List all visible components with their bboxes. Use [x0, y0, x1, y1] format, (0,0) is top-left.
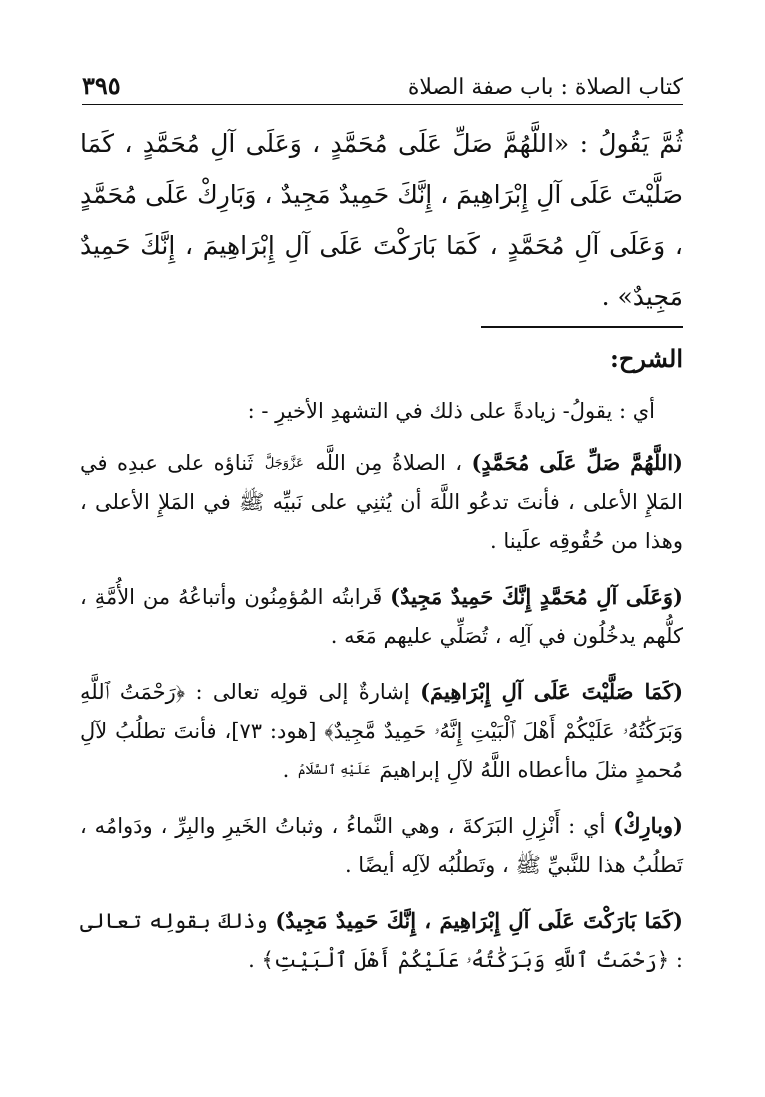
- sharh-paragraph-3: [80, 672, 683, 790]
- sharh-paragraph-1: [80, 443, 683, 561]
- paragraph-1-text-b: ثَناؤه على عبدِه في المَلإِ الأعلى ، فأنتَ تدعُو اللَّهَ أن يُثنِي على نَبيِّه: [80, 451, 683, 514]
- quran-verse-1: ﴿رَحْمَتُ ٱللَّهِ وَبَرَكَٰتُهُۥ عَلَيْكُمْ أَهْلَ ٱلْبَيْتِ إِنَّهُۥ حَمِيدٌ مَّجِيدٌ﴾: [80, 680, 683, 743]
- page-number: ٣٩٥: [82, 71, 121, 100]
- paragraph-2-text: قَرابتُه المُؤمِنُون وأتباعُهُ من الأُمَّةِ ، كلُّهم يدخُلُون في آلِه ، تُصَلِّي عليهم مَعَه .: [80, 585, 683, 648]
- paragraph-2-lead: (وَعَلَى آلِ مُحَمَّدٍ إِنَّكَ حَمِيدٌ مَجِيدٌ): [390, 584, 683, 609]
- footnote-divider: [481, 326, 683, 328]
- quran-verse-2: ﴿رَحْمَتُ ٱللَّهِ وَبَرَكَٰتُهُۥ عَلَيْكُمْ أَهْلَ ٱلْبَيْتِ﴾: [261, 948, 670, 972]
- paragraph-3-end: .: [282, 758, 290, 782]
- hadith-text: ثُمَّ يَقُولُ : «اللَّهُمَّ صَلِّ عَلَى مُحَمَّدٍ ، وَعَلَى آلِ مُحَمَّدٍ ، كَمَا صَلَّيْتَ عَلَى آلِ إِبْرَاهِيمَ ، إِنَّكَ حَمِيدٌ مَجِيدٌ ، وَبَارِكْ عَلَى مُحَمَّدٍ ، وَعَلَى آلِ مُحَمَّدٍ ، كَمَا بَارَكْتَ عَلَى آلِ إِبْرَاهِيمَ ، إِنَّكَ حَمِيدٌ مَجِيدٌ» .: [80, 129, 683, 311]
- sharh-paragraph-2: [80, 577, 683, 656]
- sharh-paragraph-5: [80, 901, 683, 980]
- paragraph-4-text-a: أي : أَنْزِلِ البَرَكةَ ، وهي النَّماءُ ، وثباتُ الخَيرِ والبِرِّ ، ودَوامُه ، تَطلُبُ هذا للنَّبيِّ: [80, 814, 683, 877]
- sharh-paragraph-4: [80, 806, 683, 885]
- honorific-salawat: ﷺ: [239, 490, 265, 514]
- paragraph-3-text-a: إشارةٌ إلى قولِه تعالى :: [195, 680, 410, 704]
- paragraph-3-text-b: فأنتَ تطلُبُ لآلِ مُحمدٍ مثلَ ماأعطاه اللَّهُ لآلِ إبراهيمَ: [80, 719, 683, 782]
- paragraph-4-lead: (وبارِكْ): [613, 813, 683, 838]
- sharh-body: [80, 392, 683, 996]
- paragraph-5-end: .: [248, 948, 255, 972]
- paragraph-1-text-c: في المَلإِ الأعلى ، وهذا من حُقُوقِه علَينا .: [80, 490, 683, 553]
- honorific-salawat-2: ﷺ: [515, 853, 541, 877]
- paragraph-1-lead: (اللَّهُمَّ صَلِّ عَلَى مُحَمَّدٍ): [471, 450, 683, 475]
- sharh-intro: أي : يقولُ- زيادةً على ذلك في التشهدِ الأخيرِ - :: [247, 399, 655, 423]
- verse-citation: [هود: ٧٣]،: [224, 719, 317, 743]
- honorific-azza-wa-jalla: عَزَّوَجَلَّ: [264, 456, 304, 471]
- paragraph-5-text: وذلكَ بقولِه تعالى :: [80, 909, 683, 972]
- paragraph-4-text-b: ، وتَطلُبُه لآلِه أيضًا .: [344, 853, 509, 877]
- paragraph-1-text-a: ، الصلاةُ مِن اللَّه: [315, 451, 463, 475]
- sharh-title: الشرح:: [610, 344, 683, 373]
- paragraph-3-lead: (كَمَا صَلَّيْتَ عَلَى آلِ إِبْرَاهِيمَ): [420, 679, 684, 704]
- running-title: كتاب الصلاة : باب صفة الصلاة: [407, 75, 683, 100]
- running-header: [82, 60, 683, 105]
- honorific-alayhi-salam: عَلَيْهِ ٱلسَّلَامُ: [297, 763, 371, 778]
- paragraph-5-lead: (كَمَا بَارَكْتَ عَلَى آلِ إِبْرَاهِيمَ ، إِنَّكَ حَمِيدٌ مَجِيدٌ): [275, 908, 683, 933]
